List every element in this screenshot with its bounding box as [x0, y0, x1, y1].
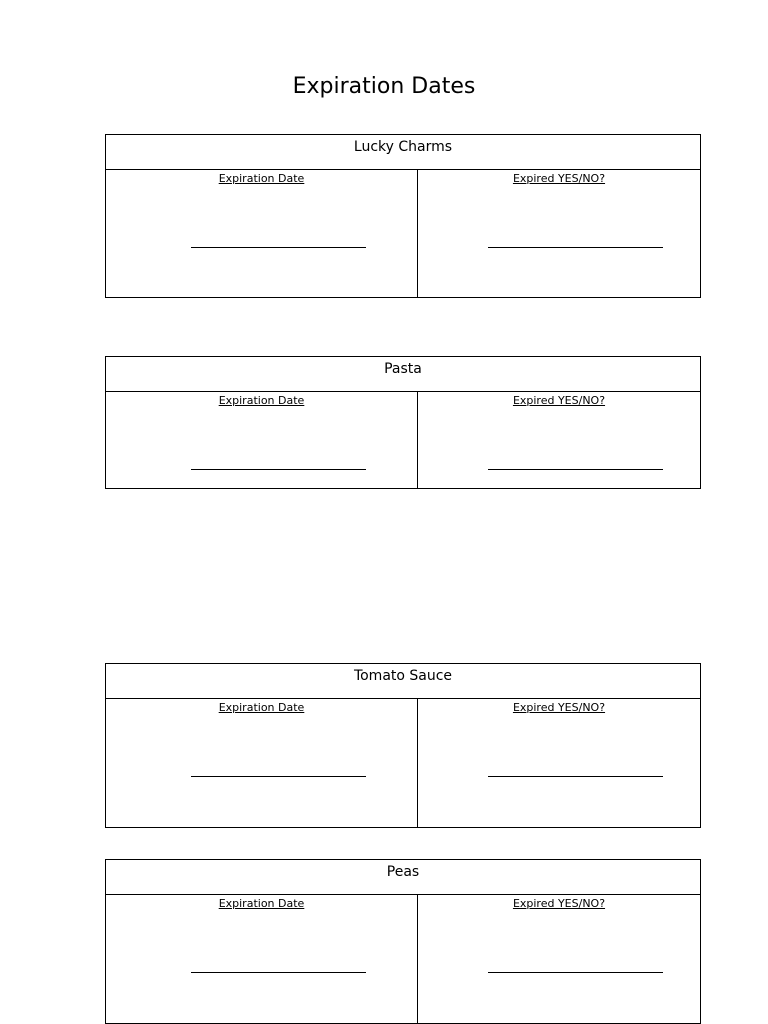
- expired-cell: [418, 392, 700, 488]
- expiration-date-blank[interactable]: [191, 247, 366, 248]
- expiration-date-blank[interactable]: [191, 469, 366, 470]
- expiration-date-cell: [106, 392, 418, 488]
- expiration-date-cell: [106, 895, 418, 1023]
- expired-cell: [418, 699, 700, 827]
- item-card-tomato-sauce: [105, 663, 701, 828]
- expiration-date-cell: [106, 699, 418, 827]
- item-card-pasta: [105, 356, 701, 489]
- expired-blank[interactable]: [488, 776, 663, 777]
- expired-blank[interactable]: [488, 972, 663, 973]
- expired-label: Expired YES/NO?: [512, 172, 606, 185]
- expiration-date-cell: [106, 170, 418, 297]
- item-card-lucky-charms: [105, 134, 701, 298]
- expired-cell: [418, 895, 700, 1023]
- expiration-date-label: Expiration Date: [218, 897, 305, 910]
- expired-cell: [418, 170, 700, 297]
- expired-blank[interactable]: [488, 247, 663, 248]
- expiration-date-label: Expiration Date: [218, 394, 305, 407]
- expired-label: Expired YES/NO?: [512, 394, 606, 407]
- item-name: Peas: [106, 860, 700, 895]
- expiration-date-label: Expiration Date: [218, 701, 305, 714]
- expired-blank[interactable]: [488, 469, 663, 470]
- item-card-peas: [105, 859, 701, 1024]
- expired-label: Expired YES/NO?: [512, 897, 606, 910]
- expiration-date-blank[interactable]: [191, 776, 366, 777]
- expired-label: Expired YES/NO?: [512, 701, 606, 714]
- item-name: Tomato Sauce: [106, 664, 700, 699]
- page-title: Expiration Dates: [292, 74, 476, 99]
- item-name: Lucky Charms: [106, 135, 700, 170]
- expiration-date-label: Expiration Date: [218, 172, 305, 185]
- expiration-date-blank[interactable]: [191, 972, 366, 973]
- item-name: Pasta: [106, 357, 700, 392]
